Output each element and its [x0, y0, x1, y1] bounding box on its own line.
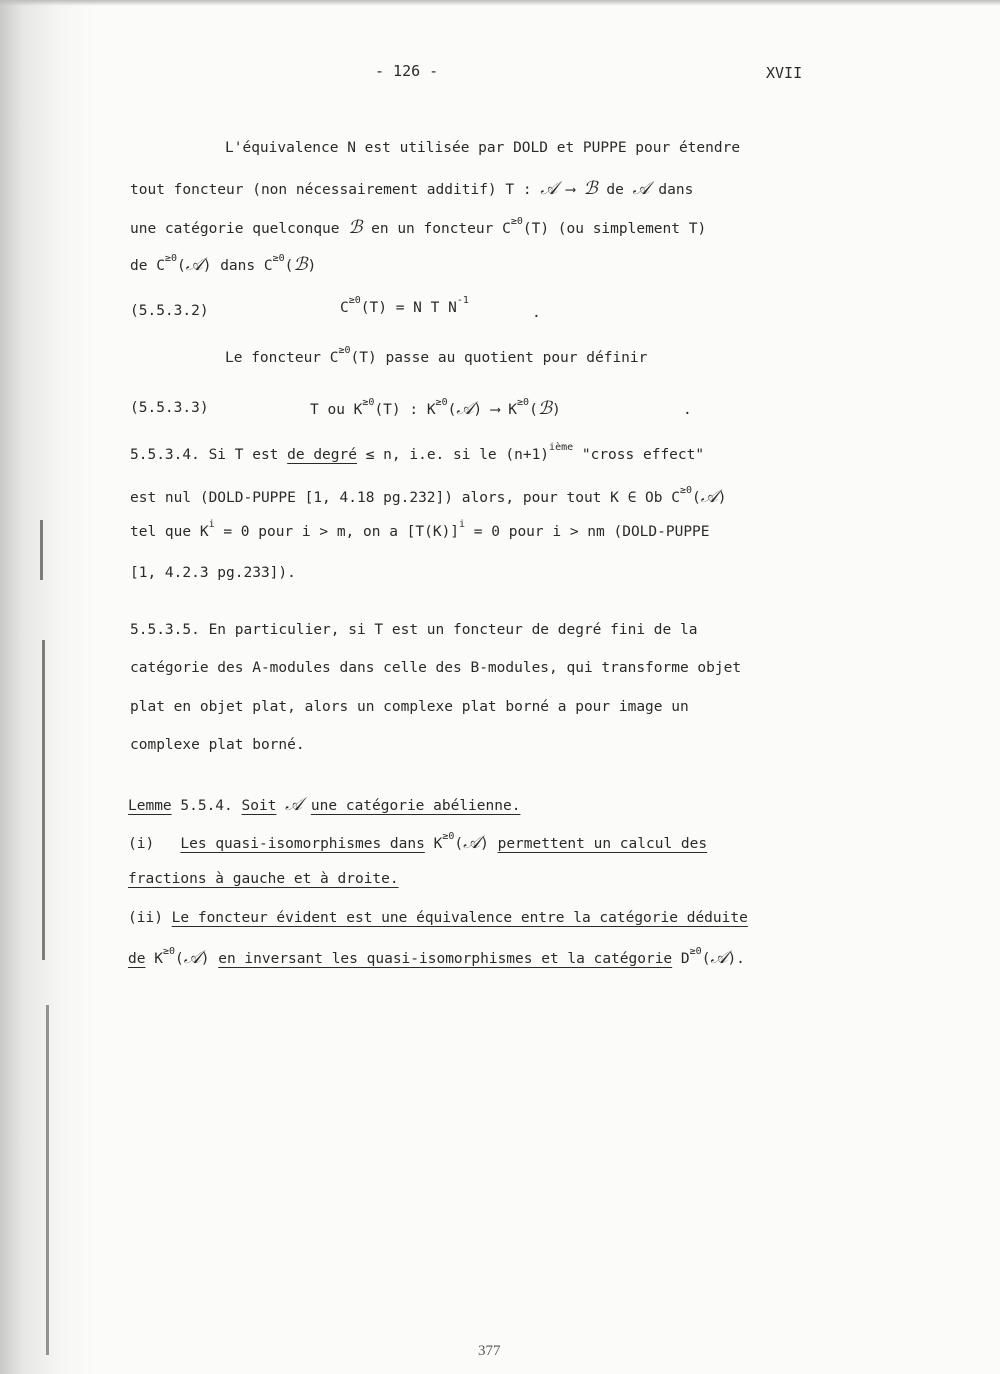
lemma-item-continuation: [128, 947, 745, 968]
superscript: -1: [456, 295, 469, 307]
text: ≤ n, i.e. si le (n+1): [356, 447, 550, 463]
text: tout foncteur (non nécessairement additif) T :: [130, 182, 541, 198]
underlined-text: Soit: [241, 798, 277, 814]
text: ): [480, 836, 489, 852]
lemma-heading: [128, 794, 520, 815]
text: est nul (DOLD-PUPPE [1, 4.18 pg.232]) alors, pour tout K ∈ Ob C: [130, 490, 680, 506]
text: ): [717, 490, 727, 506]
superscript: ≥0: [689, 946, 702, 958]
equation-end: .: [683, 402, 692, 418]
text: ): [473, 402, 483, 418]
text: K: [145, 951, 163, 967]
paragraph-line: [130, 442, 705, 463]
category-a-symbol: 𝒜: [710, 947, 728, 968]
arrow-symbol: ⟶: [566, 182, 575, 198]
superscript: ≥0: [517, 397, 530, 409]
paragraph-line: catégorie des A-modules dans celle des B-modules, qui transforme objet: [130, 660, 742, 676]
category-b-symbol: ℬ: [583, 178, 598, 199]
equation: [310, 398, 561, 419]
paragraph-line: L'équivalence N est utilisée par DOLD et PUPPE pour étendre: [225, 140, 741, 156]
superscript: ≥0: [362, 397, 375, 409]
margin-rule: [40, 520, 43, 580]
superscript: ≥0: [435, 397, 448, 409]
text: (: [692, 490, 701, 506]
page-number: - 126 -: [375, 62, 439, 80]
arrow-symbol: ⟶: [490, 402, 500, 418]
paragraph-line: [130, 486, 727, 507]
text: = 0 pour i > nm (DOLD-PUPPE: [465, 524, 710, 540]
text: 5.5.3.4. Si T est: [130, 447, 288, 463]
category-a-symbol: 𝒜: [285, 794, 303, 815]
text: ): [200, 951, 210, 967]
superscript: ième: [549, 442, 574, 454]
paragraph-line: [130, 178, 693, 199]
text: (T) (ou simplement T): [522, 221, 707, 237]
equation: [340, 295, 469, 316]
folio-number: 377: [478, 1343, 501, 1359]
category-b-symbol: ℬ: [537, 398, 552, 419]
text: ) dans C: [202, 258, 273, 274]
scan-shadow-top: [0, 0, 1000, 6]
text: en un foncteur C: [362, 221, 511, 237]
text: une catégorie quelconque: [130, 221, 349, 237]
text: T ou K: [310, 402, 363, 418]
superscript: ≥0: [338, 345, 351, 357]
text: ): [551, 402, 561, 418]
text: (: [174, 951, 184, 967]
superscript: ≥0: [162, 946, 175, 958]
superscript: ≥0: [164, 253, 177, 265]
category-a-symbol: 𝒜: [540, 178, 558, 199]
text: dans: [649, 182, 694, 198]
underlined-text: de degré: [287, 447, 357, 463]
paragraph-line: [130, 217, 706, 238]
text: Le foncteur C: [225, 350, 339, 366]
category-a-symbol: 𝒜: [632, 178, 650, 199]
category-a-symbol: 𝒜: [456, 398, 474, 419]
equation-label: (5.5.3.3): [130, 400, 209, 416]
paragraph-line: [130, 519, 710, 540]
paragraph-line: [1, 4.2.3 pg.233]).: [130, 565, 296, 581]
text: tel que K: [130, 524, 209, 540]
item-label: (i): [128, 836, 155, 852]
text: = 0 pour i > m, on a [T(K)]: [214, 524, 460, 540]
text: D: [672, 951, 690, 967]
underlined-text: permettent un calcul des: [497, 836, 708, 852]
text: (T) passe au quotient pour définir: [350, 350, 648, 366]
superscript: ≥0: [442, 831, 455, 843]
text: (: [284, 258, 294, 274]
superscript: ≥0: [272, 253, 285, 265]
paragraph-line: [130, 254, 316, 275]
category-b-symbol: ℬ: [293, 254, 308, 275]
margin-rule: [42, 640, 45, 960]
underlined-text: en inversant les quasi-isomorphismes et la catégorie: [218, 951, 673, 967]
category-a-symbol: 𝒜: [463, 832, 481, 853]
chapter-numeral: XVII: [766, 64, 803, 82]
text: de: [597, 182, 633, 198]
text: ).: [727, 951, 745, 967]
underlined-text: Les quasi-isomorphismes dans: [180, 836, 425, 852]
underlined-text: Le foncteur évident est une équivalence entre la catégorie déduite: [171, 910, 748, 926]
superscript: ≥0: [348, 295, 361, 307]
text: "cross effect": [573, 447, 705, 463]
superscript: ≥0: [510, 216, 523, 228]
text: (: [454, 836, 464, 852]
paragraph-line: [225, 345, 648, 366]
text: ): [307, 258, 317, 274]
text: de C: [130, 258, 165, 274]
text: 5.5.4.: [171, 798, 242, 814]
category-b-symbol: ℬ: [348, 217, 363, 238]
margin-rule: [46, 1005, 49, 1355]
text: C: [340, 300, 349, 316]
paragraph-line: complexe plat borné.: [130, 737, 305, 753]
item-label: (ii): [128, 910, 163, 926]
lemma-item: [128, 832, 707, 853]
superscript: i: [208, 519, 215, 531]
paragraph-line: 5.5.3.5. En particulier, si T est un foncteur de degré fini de la: [130, 622, 698, 638]
lemma-title: Lemme: [128, 798, 172, 814]
text: (: [701, 951, 711, 967]
text: K: [424, 836, 443, 852]
equation-end: .: [532, 305, 541, 321]
category-a-symbol: 𝒜: [183, 947, 201, 968]
underlined-text: une catégorie abélienne.: [310, 798, 521, 814]
underlined-text: de: [128, 951, 146, 967]
text: (T) : K: [374, 402, 436, 418]
text: (: [176, 258, 186, 274]
paragraph-line: plat en objet plat, alors un complexe plat borné a pour image un: [130, 699, 689, 715]
superscript: ≥0: [679, 485, 693, 497]
lemma-item-continuation: fractions à gauche et à droite.: [128, 871, 399, 887]
text: (: [529, 402, 538, 418]
equation-label: (5.5.3.2): [130, 303, 209, 319]
superscript: i: [459, 519, 466, 531]
text: (T) = N T N: [360, 300, 457, 316]
lemma-item: [128, 910, 748, 926]
text: K: [499, 402, 518, 418]
text: (: [447, 402, 457, 418]
category-a-symbol: 𝒜: [185, 254, 203, 275]
category-a-symbol: 𝒜: [700, 486, 718, 507]
